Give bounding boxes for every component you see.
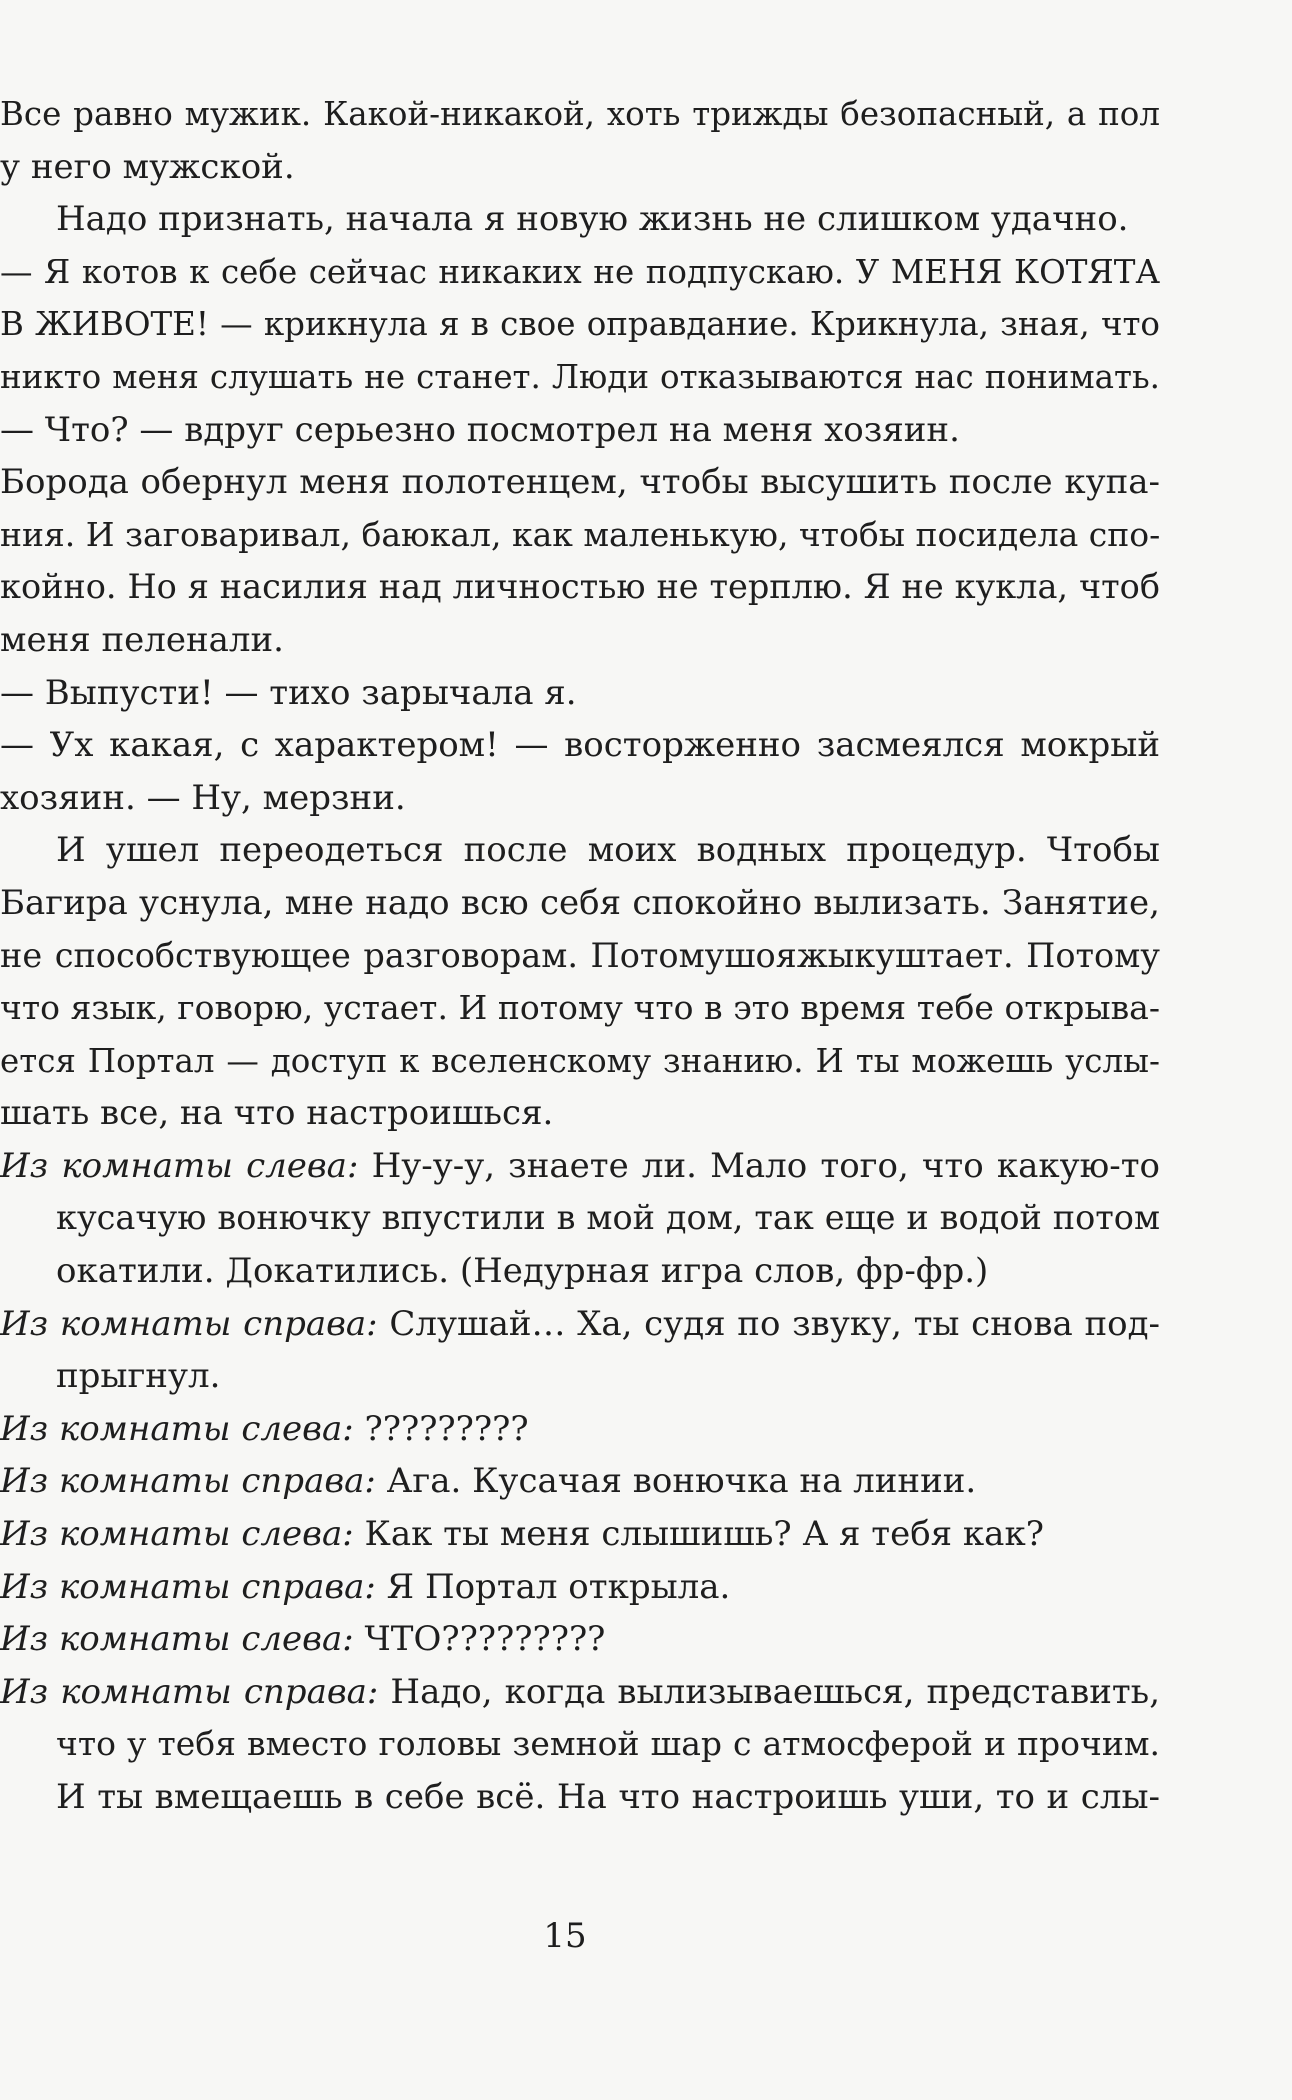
dialogue-line — [0, 1613, 1160, 1666]
text-line: Надо признать, начала я новую жизнь не слишком удачно. — [56, 199, 1129, 240]
text-line: В ЖИВОТЕ! — крикнула я в свое оправдание. Крикнула, зная, что — [0, 305, 1160, 344]
dialogue-line — [0, 1508, 1160, 1561]
dialogue-text: Надо, когда вылизываешься, представить, — [390, 1671, 1161, 1712]
text-line: — Что? — вдруг серьезно посмотрел на меня хозяин. — [0, 409, 960, 450]
page-text — [0, 88, 1160, 1824]
text-line: Все равно мужик. Какой-никакой, хоть трижды безопасный, а пол — [0, 95, 1160, 133]
speaker-label: Из комнаты справа: — [0, 1303, 378, 1344]
dialogue-text: ЧТО????????? — [364, 1619, 606, 1660]
dialogue-line: кусачую вонючку впустили в мой дом, так еще и водой потом — [56, 1198, 1160, 1238]
dialogue-text: ????????? — [364, 1408, 529, 1449]
speaker-label: Из комнаты слева: — [0, 1619, 354, 1660]
text-line: шать все, на что настроишься. — [0, 1093, 554, 1134]
dialogue-line: окатили. Докатились. (Недурная игра слов, фр-фр.) — [56, 1251, 989, 1292]
text-line: Багира уснула, мне надо всю себя спокойно вылизать. Занятие, — [0, 882, 1160, 923]
text-line: меня пеленали. — [0, 619, 284, 660]
speaker-label: Из комнаты справа: — [0, 1566, 376, 1607]
page-number: 15 — [543, 1916, 587, 1956]
dialogue-text: Как ты меня слышишь? А я тебя как? — [364, 1514, 1044, 1555]
text-line: — Ух какая, с характером! — восторженно засмеялся мокрый — [0, 725, 1160, 766]
speaker-label: Из комнаты справа: — [0, 1461, 376, 1502]
text-line: — Выпусти! — тихо зарычала я. — [0, 672, 577, 713]
text-line: ется Портал — доступ к вселенскому знанию. И ты можешь услы- — [0, 1041, 1160, 1080]
dialogue-line — [0, 1140, 1160, 1193]
dialogue-line — [0, 1298, 1160, 1351]
text-line: койно. Но я насилия над личностью не терплю. Я не кукла, чтоб — [0, 567, 1160, 607]
dialogue-line — [0, 1666, 1160, 1719]
dialogue-line — [0, 1455, 1160, 1508]
text-line: у него мужской. — [0, 146, 295, 187]
text-line: Борода обернул меня полотенцем, чтобы высушить после купа- — [0, 462, 1160, 503]
dialogue-line: что у тебя вместо головы земной шар с атмосферой и прочим. — [56, 1724, 1160, 1764]
speaker-label: Из комнаты слева: — [0, 1145, 359, 1186]
text-line: что язык, говорю, устает. И потому что в это время тебе открыва- — [0, 988, 1160, 1028]
speaker-label: Из комнаты справа: — [0, 1671, 379, 1712]
dialogue-text: Ага. Кусачая вонючка на линии. — [386, 1461, 977, 1502]
dialogue-line — [0, 1561, 1160, 1614]
text-line: никто меня слушать не станет. Люди отказываются нас понимать. — [0, 357, 1160, 396]
text-line: не способствующее разговорам. Потомушояжыкуштает. Потому — [0, 935, 1160, 975]
speaker-label: Из комнаты слева: — [0, 1514, 354, 1555]
dialogue-text: Я Портал открыла. — [386, 1566, 731, 1607]
dialogue-text: Слушай… Ха, судя по звуку, ты снова под- — [389, 1303, 1160, 1344]
dialogue-line: И ты вмещаешь в себе всё. На что настроишь уши, то и слы- — [56, 1777, 1160, 1817]
text-line: ния. И заговаривал, баюкал, как маленькую, чтобы посидела спо- — [0, 514, 1161, 554]
text-line: хозяин. — Ну, мерзни. — [0, 777, 406, 818]
text-line: — Я котов к себе сейчас никаких не подпускаю. У МЕНЯ КОТЯТА — [0, 252, 1160, 291]
dialogue-line — [0, 1403, 1160, 1456]
text-line: И ушел переодеться после моих водных процедур. Чтобы — [56, 830, 1160, 871]
speaker-label: Из комнаты слева: — [0, 1408, 354, 1449]
dialogue-text: Ну-у-у, знаете ли. Мало того, что какую-то — [371, 1145, 1160, 1186]
dialogue-line: прыгнул. — [56, 1356, 221, 1397]
